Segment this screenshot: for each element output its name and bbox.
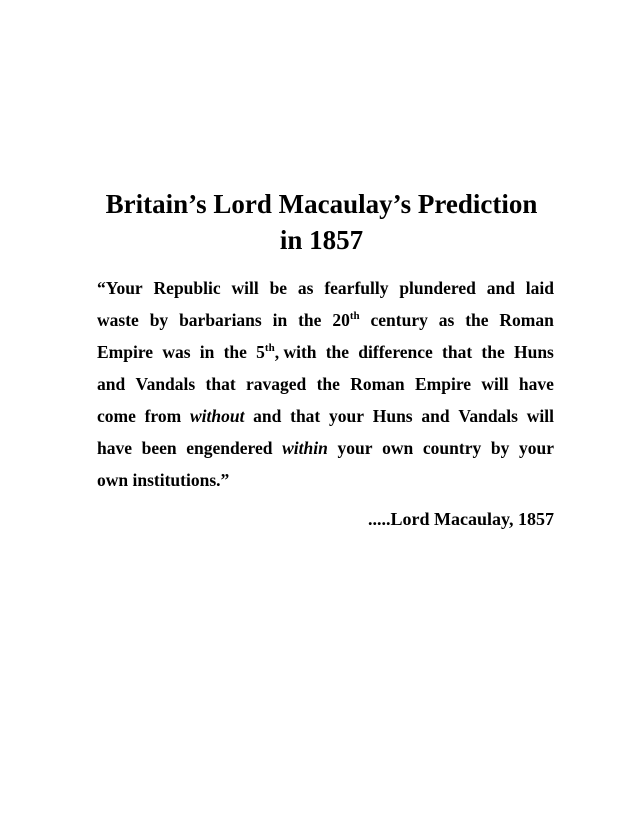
quote-word: Empire <box>97 342 154 362</box>
quote-word: as <box>297 278 314 298</box>
quote-word-emphasis: within <box>282 438 328 458</box>
quote-word-emphasis: without <box>189 406 245 426</box>
document-title-year: in 1857 <box>279 225 364 255</box>
quote-word: laid <box>525 278 554 298</box>
quote-word: will <box>526 406 554 426</box>
quote-word: Vandals <box>135 374 196 394</box>
quote-line <box>97 432 554 464</box>
quote-word: as <box>438 310 455 330</box>
quote-attribution: .....Lord Macaulay, 1857 <box>367 509 554 529</box>
quote-word: ravaged <box>245 374 307 394</box>
quote-word: the <box>316 374 340 394</box>
quote-word: Huns <box>513 342 554 362</box>
quote-word: plundered <box>399 278 476 298</box>
quote-line <box>97 336 554 368</box>
quote-word-ordinal <box>256 336 316 368</box>
quote-word: century <box>370 310 428 330</box>
quote-word: Huns <box>372 406 413 426</box>
quote-word: Republic <box>153 278 221 298</box>
quote-word: country <box>422 438 482 458</box>
quote-word: “Your <box>97 278 143 298</box>
quote-word: that <box>205 374 236 394</box>
ordinal-suffix: th <box>264 342 275 354</box>
quote-word: and <box>421 406 450 426</box>
quote-word: Empire <box>414 374 472 394</box>
quote-line <box>97 400 554 432</box>
quote-word: own <box>97 470 129 490</box>
quote-word: fearfully <box>324 278 389 298</box>
quote-word: own <box>382 438 414 458</box>
quote-word: been <box>141 438 177 458</box>
quote-word: Roman <box>350 374 405 394</box>
quote-word: by <box>149 310 169 330</box>
quote-word: the <box>465 310 489 330</box>
quote-word: that <box>290 406 321 426</box>
quote-word: the <box>325 342 350 362</box>
quote-word: in <box>272 310 288 330</box>
quote-word: be <box>269 278 288 298</box>
quote-word: the <box>298 310 322 330</box>
quote-word: engendered <box>186 438 273 458</box>
ordinal-suffix: th <box>349 310 360 322</box>
quote-word: Vandals <box>458 406 518 426</box>
quote-word: have <box>518 374 554 394</box>
quote-line <box>97 272 554 304</box>
quote-word: your <box>329 406 364 426</box>
quote-word: Roman <box>499 310 554 330</box>
quote-word: your <box>519 438 554 458</box>
quote-word: the <box>481 342 505 362</box>
quote-line <box>97 368 554 400</box>
quote-word: barbarians <box>179 310 262 330</box>
quote-word: come <box>97 406 136 426</box>
quote-block <box>97 272 554 496</box>
quote-word: will <box>481 374 509 394</box>
quote-word: and <box>97 374 126 394</box>
quote-word: by <box>490 438 510 458</box>
quote-word: was <box>162 342 191 362</box>
quote-word: and <box>253 406 282 426</box>
document-title: Britain’s Lord Macaulay’s Prediction <box>105 189 538 219</box>
quote-word: will <box>231 278 259 298</box>
quote-word: in <box>199 342 215 362</box>
ordinal-number: 20 <box>332 310 350 330</box>
quote-word-ordinal <box>332 304 359 336</box>
quote-word: difference <box>358 342 433 362</box>
quote-word: institutions.” <box>132 470 230 490</box>
quote-word: that <box>442 342 473 362</box>
quote-word: the <box>223 342 247 362</box>
quote-word: and <box>486 278 515 298</box>
quote-word: from <box>144 406 182 426</box>
quote-word: have <box>97 438 132 458</box>
quote-word: , with <box>274 342 317 362</box>
quote-line <box>97 464 554 496</box>
quote-word: your <box>337 438 373 458</box>
quote-word: waste <box>97 310 139 330</box>
ordinal-number: 5 <box>256 342 265 362</box>
quote-line <box>97 304 554 336</box>
